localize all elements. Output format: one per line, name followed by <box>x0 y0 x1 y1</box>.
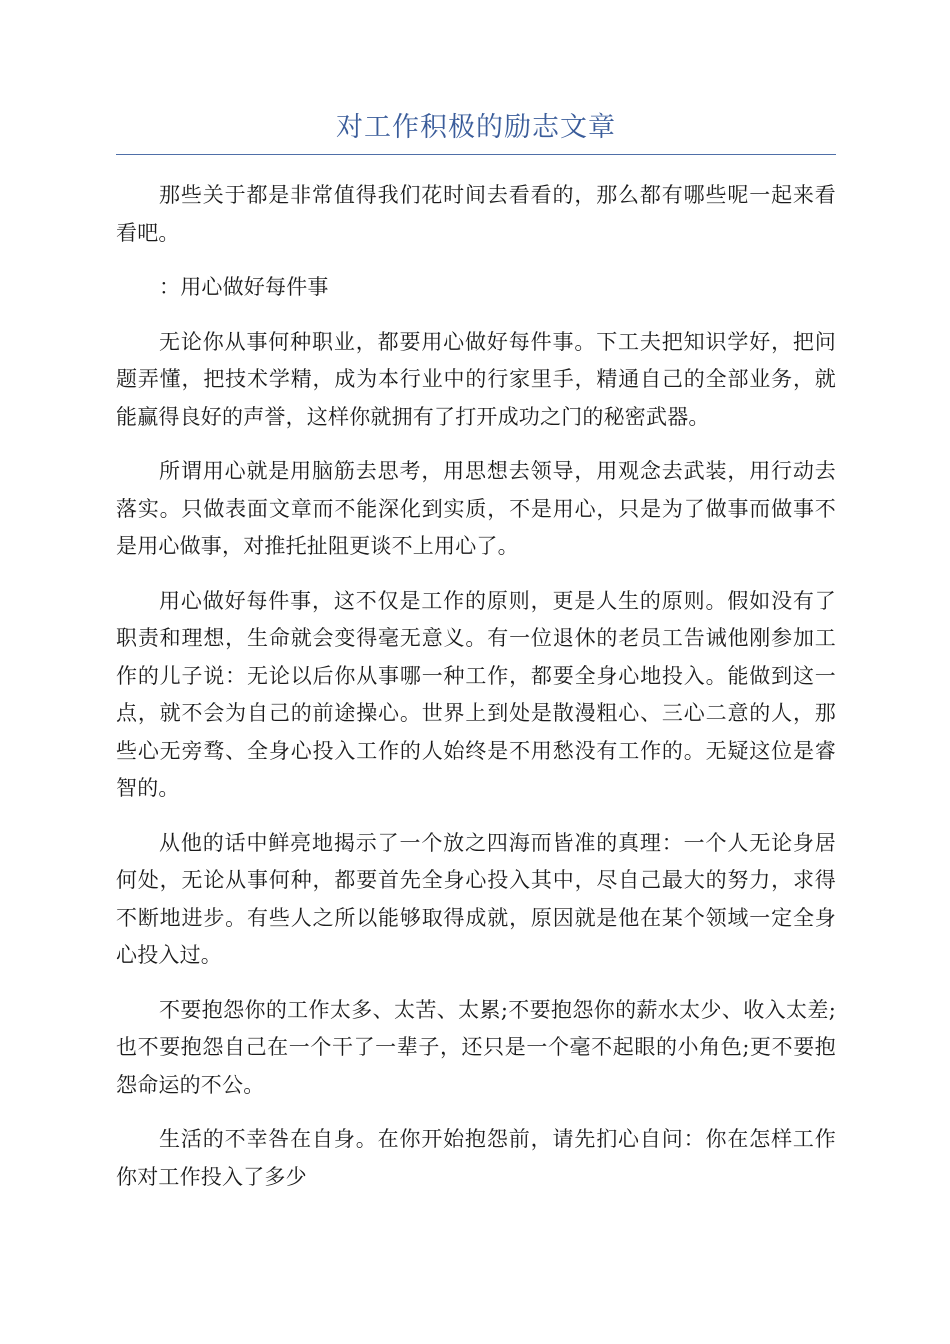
paragraph: 无论你从事何种职业，都要用心做好每件事。下工夫把知识学好，把问题弄懂，把技术学精，成为本行业中的行家里手，精通自己的全部业务，就能赢得良好的声誉，这样你就拥有了打开成功之门的秘密武器。 <box>116 329 836 429</box>
paragraph: 不要抱怨你的工作太多、太苦、太累;不要抱怨你的薪水太少、收入太差;也不要抱怨自己在一个干了一辈子，还只是一个毫不起眼的小角色;更不要抱怨命运的不公。 <box>116 997 836 1097</box>
paragraph: 所谓用心就是用脑筋去思考，用思想去领导，用观念去武装，用行动去落实。只做表面文章而不能深化到实质，不是用心，只是为了做事而做事不是用心做事，对推托扯阻更谈不上用心了。 <box>116 459 836 558</box>
section-heading: ：用心做好每件事 <box>159 275 329 299</box>
document-title: 对工作积极的励志文章 <box>336 112 616 143</box>
paragraph: 生活的不幸咎在自身。在你开始抱怨前，请先扪心自问：你在怎样工作你对工作投入了多少 <box>116 1127 836 1189</box>
paragraph-intro: 那些关于都是非常值得我们花时间去看看的，那么都有哪些呢一起来看看吧。 <box>116 183 836 245</box>
document-body <box>116 177 836 1196</box>
paragraph: 从他的话中鲜亮地揭示了一个放之四海而皆准的真理：一个人无论身居何处，无论从事何种，都要首先全身心投入其中，尽自己最大的努力，求得不断地进步。有些人之所以能够取得成就，原因就是他在某个领域一定全身心投入过。 <box>116 830 836 967</box>
title-block <box>116 108 836 155</box>
paragraph: 用心做好每件事，这不仅是工作的原则，更是人生的原则。假如没有了职责和理想，生命就会变得毫无意义。有一位退休的老员工告诫他刚参加工作的儿子说：无论以后你从事哪一种工作，都要全身心地投入。能做到这一点，就不会为自己的前途操心。世界上到处是散漫粗心、三心二意的人，那些心无旁骛、全身心投入工作的人始终是不用愁没有工作的。无疑这位是睿智的。 <box>116 588 836 800</box>
document-page <box>116 108 836 1213</box>
